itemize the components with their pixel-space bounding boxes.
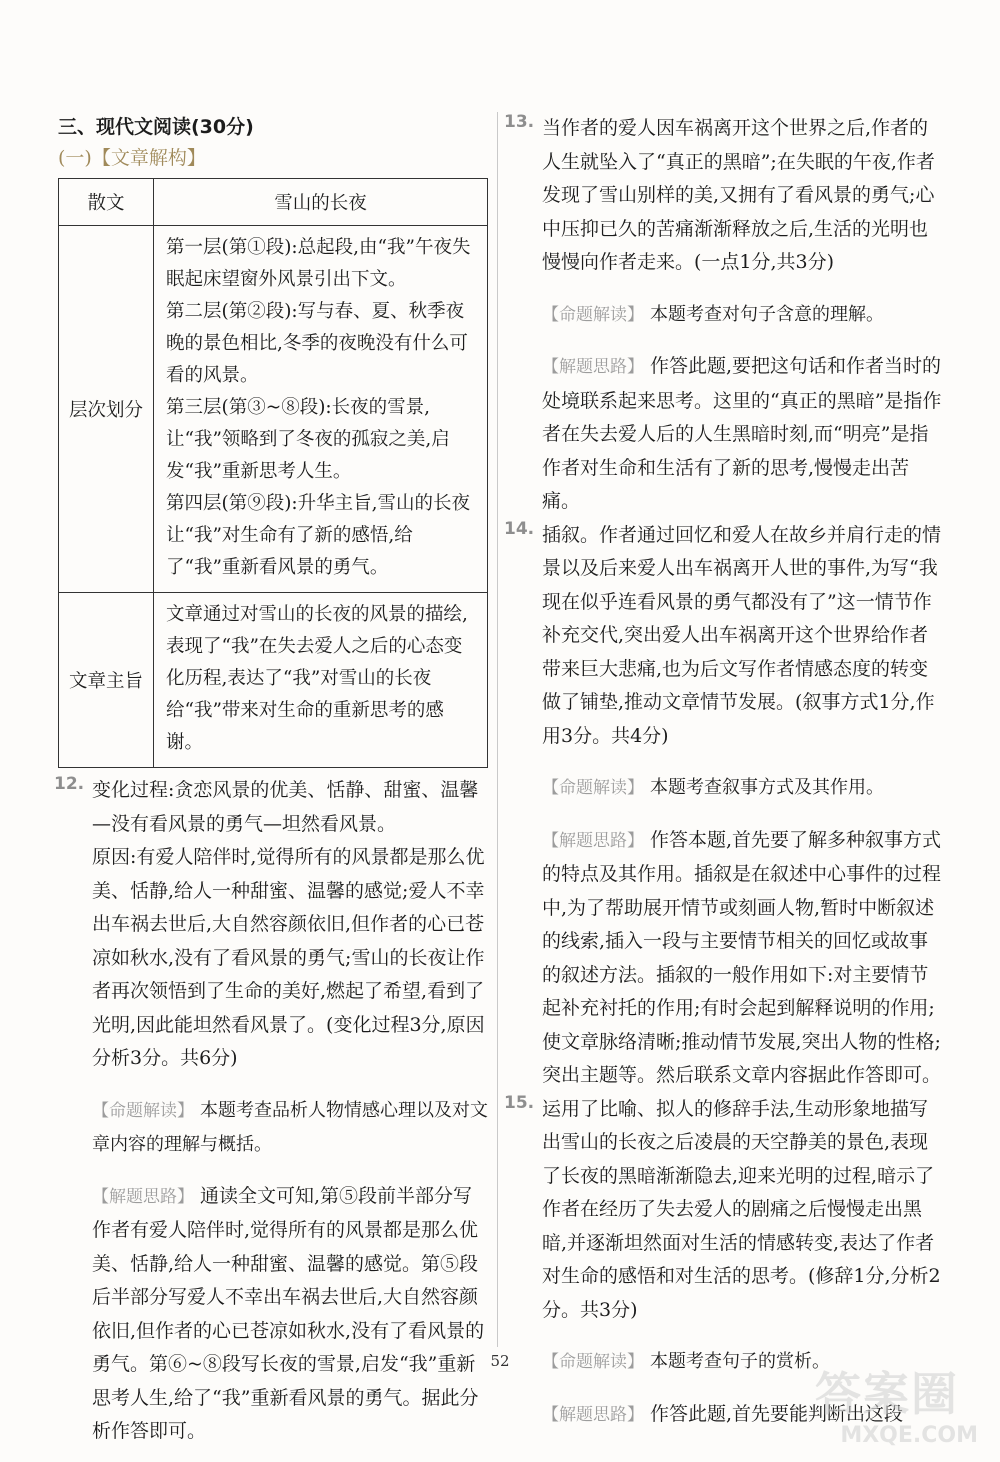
solution-text: 作答此题,首先要能判断出这段: [650, 1402, 904, 1425]
theme-cell: 文章通过对雪山的长夜的风景的描绘,表现了“我”在失去爱人之后的心态变化历程,表达了“我”对雪山的长夜给“我”带来对生命的重新思考的感谢。: [154, 593, 488, 768]
table-header-label: 散文: [59, 179, 154, 226]
analysis-text: 本题考查句子的赏析。: [650, 1351, 830, 1372]
analysis-note: [542, 298, 946, 333]
watermark-text: 答案圈: [815, 1367, 959, 1421]
row-label-theme: 文章主旨: [59, 593, 154, 768]
solution-text: 通读全文可知,第⑤段前半部分写作者有爱人陪伴时,觉得所有的风景都是那么优美、恬静,给人一种甜蜜、温馨的感觉。第⑤段后半部分写爱人不幸出车祸去世后,大自然容颜依旧,但作者的心已苍凉如秋水,没有了看风景的勇气。第⑥~⑧段写长夜的雪景,启发“我”重新思考人生,给了“我”重新看风景的勇气。据此分析作答即可。: [92, 1184, 485, 1442]
solution-tag: 【解题思路】: [542, 1404, 644, 1425]
question-number: 13.: [504, 112, 535, 132]
page-number: 52: [490, 1352, 510, 1370]
question-number: 15.: [504, 1092, 535, 1113]
layer-2: 第二层(第②段):写与春、夏、秋季夜晚的景色相比,冬季的夜晚没有什么可看的风景。: [166, 301, 468, 386]
layers-cell: [154, 226, 488, 593]
solution-tag: 【解题思路】: [542, 357, 644, 377]
answer-text: 运用了比喻、拟人的修辞手法,生动形象地描写出雪山的长夜之后凌晨的天空静美的景色,表现了长夜的黑暗渐渐隐去,迎来光明的过程,暗示了作者在经历了失去爱人的剧痛之后慢慢走出黑暗,并逐渐坦然面对生活的情感转变,表达了作者对生命的感悟和对生活的思考。(修辞1分,分析2分。共3分): [542, 1097, 941, 1321]
section-title: 三、现代文阅读(30分): [58, 116, 254, 138]
layer-4: 第四层(第⑨段):升华主旨,雪山的长夜让“我”对生命有了新的感悟,给了“我”重新看风景的勇气。: [166, 493, 471, 578]
analysis-tag: 【命题解读】: [542, 1352, 644, 1372]
answer-text: 插叙。作者通过回忆和爱人在故乡并肩行走的情景以及后来爱人出车祸离开人世的事件,为写“我现在似乎连看风景的勇气都没有了”这一情节作补充交代,突出爱人出车祸离开这个世界给作者带来巨大悲痛,也为后文写作者情感态度的转变做了铺垫,推动文章情节发展。(叙事方式1分,作用3分。共4分): [542, 523, 942, 747]
answer-reason: 原因:有爱人陪伴时,觉得所有的风景都是那么优美、恬静,给人一种甜蜜、温馨的感觉;爱人不幸出车祸去世后,大自然容颜依旧,但作者的心已苍凉如秋水,没有了看风景的勇气;雪山的长夜让作者再次领悟到了生命的美好,燃起了希望,看到了光明,因此能坦然看风景了。(变化过程3分,原因分析3分。共6分): [92, 846, 485, 1069]
analysis-tag: 【命题解读】: [92, 1100, 194, 1121]
question-number: 14.: [504, 518, 535, 539]
answer-text: 当作者的爱人因车祸离开这个世界之后,作者的人生就坠入了“真正的黑暗”;在失眠的午夜,作者发现了雪山别样的美,又拥有了看风景的勇气;心中压抑已久的苦痛渐渐释放之后,生活的光明也慢慢向作者走来。(一点1分,共3分): [542, 117, 935, 273]
analysis-note: [92, 1094, 490, 1162]
table-header-title: 雪山的长夜: [154, 179, 488, 226]
solution-note: [542, 350, 946, 519]
watermark-url: MXQE.COM: [840, 1423, 978, 1448]
solution-note: [92, 1180, 490, 1449]
answer-text: 变化过程:贪恋风景的优美、恬静、甜蜜、温馨—没有看风景的勇气—坦然看风景。: [92, 779, 479, 835]
left-column: [54, 112, 490, 1449]
answer-12: [54, 774, 490, 1449]
right-column: [504, 112, 946, 1432]
answer-13: [504, 112, 946, 519]
column-divider: [497, 112, 498, 1347]
analysis-text: 本题考查叙事方式及其作用。: [650, 777, 884, 798]
watermark-logo: [792, 1358, 982, 1448]
row-label-layers: 层次划分: [59, 226, 154, 593]
solution-tag: 【解题思路】: [542, 830, 644, 851]
question-number: 12.: [54, 774, 85, 794]
analysis-text: 本题考查对句子含意的理解。: [650, 303, 884, 325]
sub-title: (一)【文章解构】: [58, 147, 206, 169]
structure-table: [58, 178, 488, 768]
analysis-note: [542, 771, 946, 806]
solution-text: 作答本题,首先要了解多种叙事方式的特点及其作用。插叙是在叙述中心事件的过程中,为了帮助展开情节或刻画人物,暂时中断叙述的线索,插入一段与主要情节相关的回忆或故事的叙述方法。插叙的一般作用如下:对主要情节起补充衬托的作用;有时会起到解释说明的作用;使文章脉络清晰;推动情节发展,突出人物的性格;突出主题等。然后联系文章内容据此作答即可。: [542, 828, 942, 1086]
solution-note: [542, 824, 946, 1093]
analysis-tag: 【命题解读】: [542, 778, 644, 798]
analysis-text: 本题考查品析人物情感心理以及对文章内容的理解与概括。: [92, 1099, 488, 1155]
analysis-tag: 【命题解读】: [542, 304, 644, 325]
answer-14: [504, 518, 946, 1093]
solution-tag: 【解题思路】: [92, 1186, 194, 1207]
layer-3: 第三层(第③~⑧段):长夜的雪景,让“我”领略到了冬夜的孤寂之美,启发“我”重新思考人生。: [166, 397, 450, 482]
layer-1: 第一层(第①段):总起段,由“我”午夜失眠起床望窗外风景引出下文。: [166, 237, 471, 290]
solution-text: 作答此题,要把这句话和作者当时的处境联系起来思考。这里的“真正的黑暗”是指作者在失去爱人后的人生黑暗时刻,而“明亮”是指作者对生命和生活有了新的思考,慢慢走出苦痛。: [542, 355, 942, 512]
